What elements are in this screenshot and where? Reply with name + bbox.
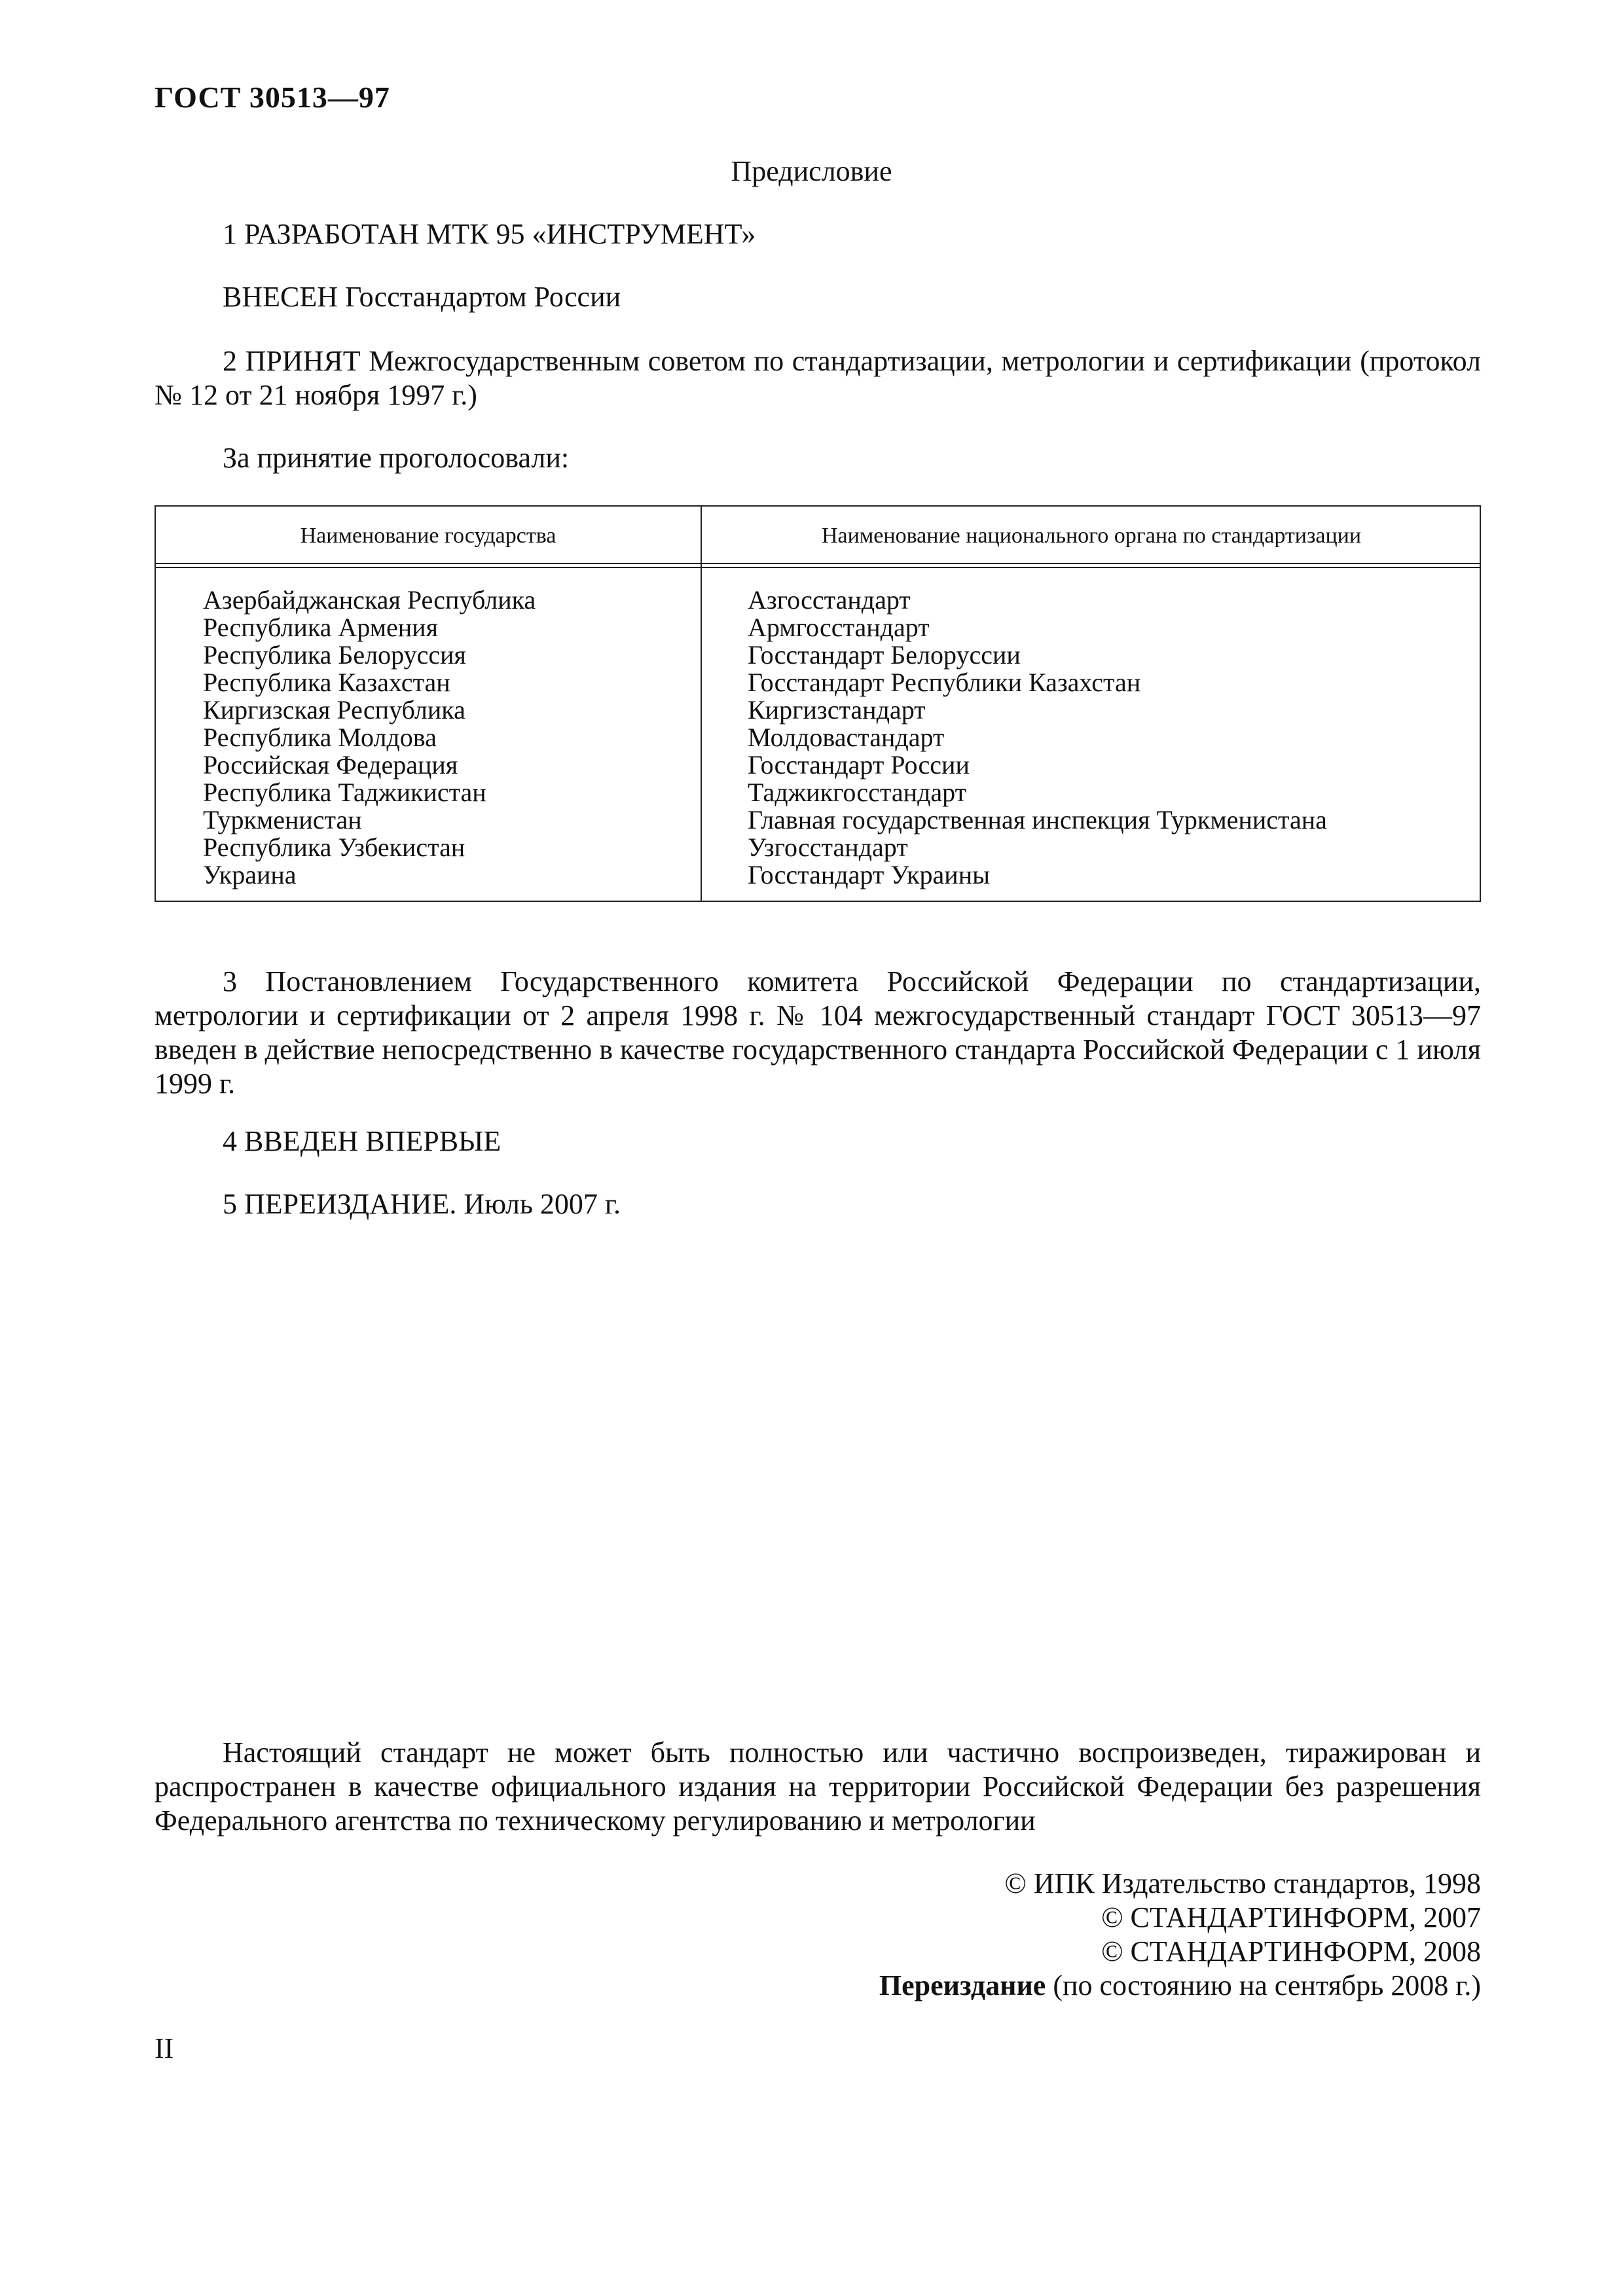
table-row-body: Госстандарт Украины xyxy=(748,860,990,889)
reissue-note: (по состоянию на сентябрь 2008 г.) xyxy=(1046,1969,1481,2001)
table-row-state: Российская Федерация xyxy=(203,750,458,780)
table-row-body: Таджикгосстандарт xyxy=(748,778,967,807)
foreword-item-4: 4 ВВЕДЕН ВПЕРВЫЕ xyxy=(223,1125,501,1157)
table-row-state: Республика Белоруссия xyxy=(203,640,466,670)
table-row-body: Киргизстандарт xyxy=(748,695,926,725)
table-row-state: Республика Таджикистан xyxy=(203,778,486,807)
table-row-state: Украина xyxy=(203,860,297,889)
foreword-submitted: ВНЕСЕН Госстандартом России xyxy=(223,281,621,313)
reproduction-notice: Настоящий стандарт не может быть полностью или частично воспроизведен, тиражирован и распространен в качестве официального издания на территории Российской Федерации без разрешения Федерального агентства по техническому регулированию и метрологии xyxy=(155,1736,1481,1837)
table-row-body: Молдовастандарт xyxy=(748,723,945,752)
voted-intro: За принятие проголосовали: xyxy=(223,442,570,474)
table-header-body: Наименование национального органа по стандартизации xyxy=(821,524,1362,548)
table-row-state: Республика Узбекистан xyxy=(203,833,465,862)
reissue-label: Переиздание xyxy=(879,1969,1046,2001)
copyright-line: © ИПК Издательство стандартов, 1998 xyxy=(1004,1867,1481,1899)
table-row-body: Главная государственная инспекция Туркменистана xyxy=(748,805,1327,834)
reissue-line xyxy=(879,1969,1481,2003)
body-list xyxy=(748,586,1327,889)
foreword-title: Предисловие xyxy=(731,155,892,187)
foreword-item-1: 1 РАЗРАБОТАН МТК 95 «ИНСТРУМЕНТ» xyxy=(223,218,756,250)
table-column-divider xyxy=(701,507,702,901)
table-row-state: Республика Армения xyxy=(203,613,438,642)
table-row-body: Госстандарт России xyxy=(748,750,970,780)
table-header-state: Наименование государства xyxy=(300,524,556,548)
foreword-item-3: 3 Постановлением Государственного комитета Российской Федерации по стандартизации, метрологии и сертификации от 2 апреля 1998 г. № 104 межгосударственный стандарт ГОСТ 30513—97 введен в действие непосредственно в качестве государственного стандарта Российской Федерации с 1 июля 1999 г. xyxy=(155,965,1481,1100)
voting-table xyxy=(155,505,1481,902)
foreword-item-5: 5 ПЕРЕИЗДАНИЕ. Июль 2007 г. xyxy=(223,1188,621,1220)
table-header-rule-double xyxy=(156,567,1480,568)
table-row-body: Азгосстандарт xyxy=(748,585,911,615)
table-row-state: Туркменистан xyxy=(203,805,362,834)
table-row-state: Киргизская Республика xyxy=(203,695,465,725)
state-list xyxy=(203,586,536,889)
table-row-body: Госстандарт Республики Казахстан xyxy=(748,668,1141,697)
table-row-state: Республика Молдова xyxy=(203,723,437,752)
table-row-state: Республика Казахстан xyxy=(203,668,450,697)
table-row-state: Азербайджанская Республика xyxy=(203,585,536,615)
table-header-rule xyxy=(156,563,1480,564)
table-row-body: Госстандарт Белоруссии xyxy=(748,640,1021,670)
page-number: II xyxy=(155,2032,174,2064)
copyright-line: © СТАНДАРТИНФОРМ, 2007 xyxy=(1101,1901,1481,1933)
standard-code: ГОСТ 30513—97 xyxy=(155,81,390,114)
table-row-body: Армгосстандарт xyxy=(748,613,930,642)
copyright-line: © СТАНДАРТИНФОРМ, 2008 xyxy=(1101,1935,1481,1967)
copyright-block xyxy=(879,1867,1481,2003)
table-row-body: Узгосстандарт xyxy=(748,833,908,862)
foreword-item-2: 2 ПРИНЯТ Межгосударственным советом по стандартизации, метрологии и сертификации (протокол № 12 от 21 ноября 1997 г.) xyxy=(155,345,1481,411)
